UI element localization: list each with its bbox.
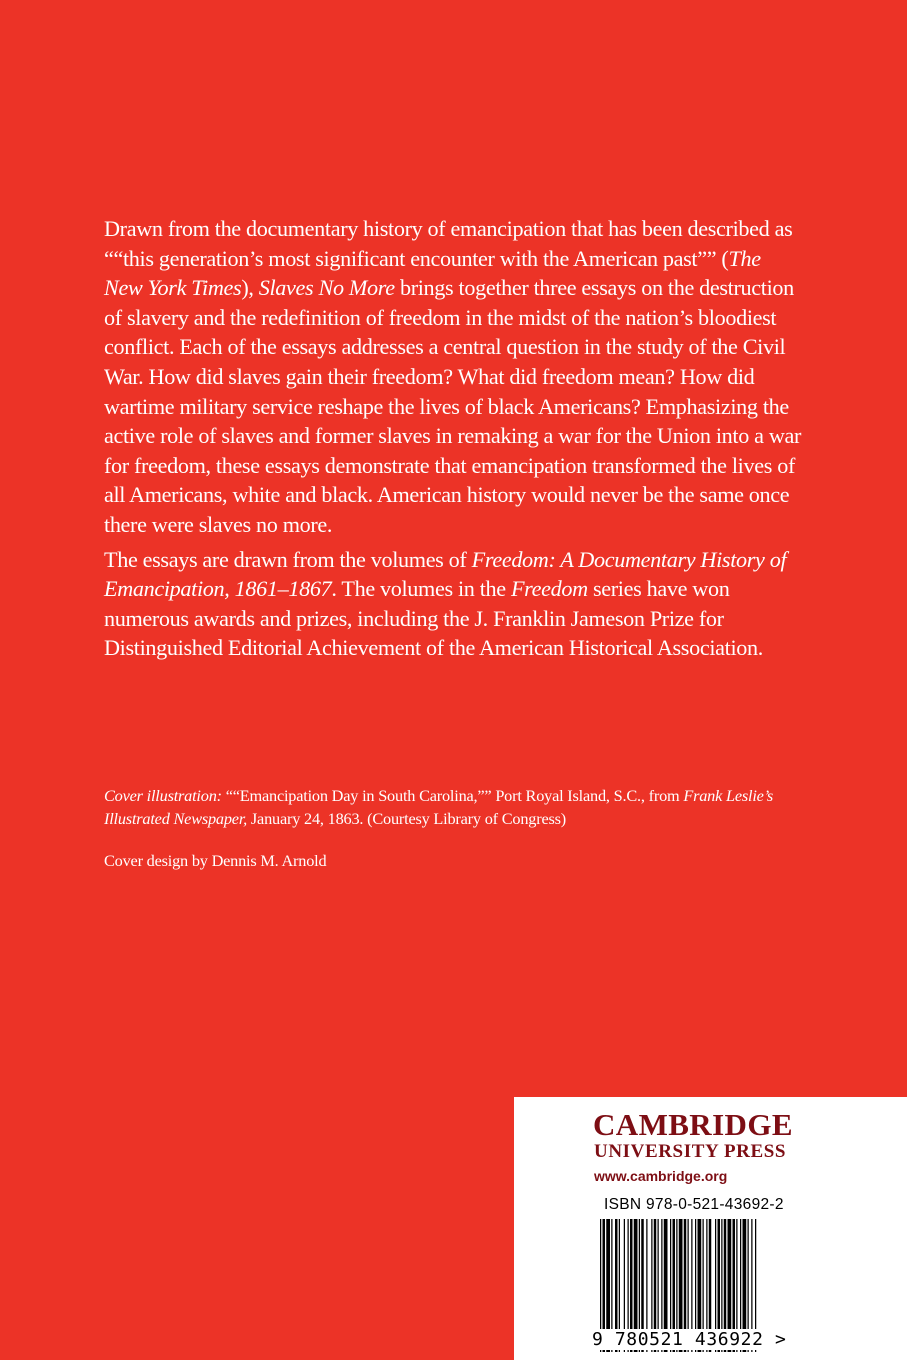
publisher-barcode-panel bbox=[514, 1097, 907, 1360]
cover-illustration-credit bbox=[104, 784, 804, 830]
blurb-paragraph-1 bbox=[104, 214, 804, 540]
italic-text-run: Slaves No More bbox=[258, 275, 395, 301]
italic-text-run: Frank Leslie’s Illustrated Newspaper, bbox=[104, 786, 773, 828]
text-run: January 24, 1863. (Courtesy Library of Congress) bbox=[247, 809, 566, 828]
cover-design-credit: Cover design by Dennis M. Arnold bbox=[104, 851, 327, 870]
italic-text-run: The New York Times bbox=[104, 245, 761, 301]
text-run: brings together three essays on the destruction of slavery and the redefinition of freedom in the midst of the nation’s bloodiest conflict. Each of the essays addresses a central question in the study of the Civil War. How did slaves gain their freedom? What did freedom mean? How did wartime military service reshape the lives of black Americans? Emphasizing the active role of slaves and former slaves in remaking a war for the Union into a war for freedom, these essays demonstrate that emancipation transformed the lives of all Americans, white and black. American history would never be the same once there were slaves no more. bbox=[104, 275, 802, 537]
publisher-name: CAMBRIDGE bbox=[593, 1107, 793, 1142]
text-run: ), bbox=[241, 275, 259, 301]
italic-text-run: Freedom: A Documentary History of Emancipation, 1861–1867 bbox=[104, 546, 787, 602]
italic-text-run: Freedom bbox=[510, 576, 588, 602]
cover-credits bbox=[104, 784, 804, 872]
text-run: ““Emancipation Day in South Carolina,”” Port Royal Island, S.C., from bbox=[221, 786, 684, 805]
isbn-label: ISBN 978-0-521-43692-2 bbox=[604, 1196, 784, 1213]
text-run: Drawn from the documentary history of emancipation that has been described as ““this generation’s most significant encounter with the American past”” ( bbox=[104, 216, 793, 271]
text-run: . The volumes in the bbox=[331, 576, 511, 602]
blurb-paragraph-2 bbox=[104, 545, 804, 663]
text-run: The essays are drawn from the volumes of bbox=[104, 546, 472, 572]
barcode-digits: 9 780521 436922 > bbox=[592, 1329, 787, 1350]
italic-text-run: Cover illustration: bbox=[104, 786, 222, 805]
back-cover-blurb bbox=[104, 214, 804, 668]
publisher-url: www.cambridge.org bbox=[594, 1168, 728, 1184]
text-run: series have won numerous awards and prizes, including the J. Franklin Jameson Prize for Distinguished Editorial Achievement of the American Historical Association. bbox=[104, 576, 763, 661]
publisher-press: UNIVERSITY PRESS bbox=[594, 1141, 787, 1162]
